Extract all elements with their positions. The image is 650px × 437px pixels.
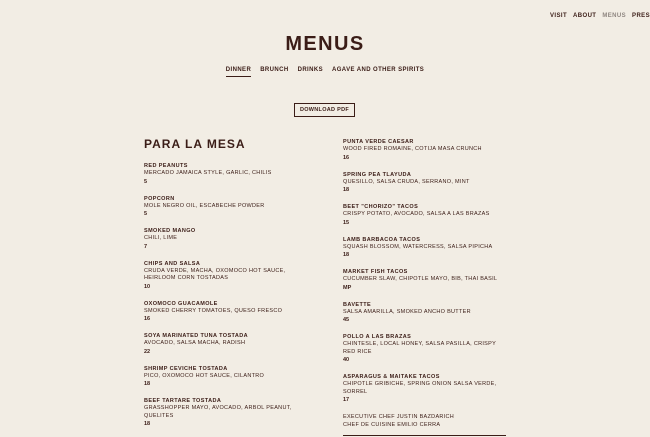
menu-item [343,268,508,292]
menu-item-name: ASPARAGUS & MAITAKE TACOS [343,374,440,380]
menu-item-price: 18 [144,421,151,427]
nav-link-visit[interactable]: VISIT [550,13,568,19]
menu-column-left [144,137,304,437]
menu-item-name: BAVETTE [343,301,372,308]
menu-item-description: CHILI, LIME [144,235,178,241]
menu-item-price: MP [343,284,352,291]
menu-item [144,397,304,428]
menu-item-price: 45 [343,317,350,323]
menu-item-price: 18 [343,187,350,193]
menu-item-description: SQUASH BLOSSOM, WATERCRESS, SALSA PIPICHA [343,243,493,250]
menu-item-price: 40 [343,357,350,363]
menu-item [343,333,508,364]
section-title: PARA LA MESA [144,137,246,151]
menu-item-price: 7 [144,243,148,250]
tab-dinner[interactable]: DINNER [226,67,251,77]
chef-credits [343,413,508,429]
menu-item [343,301,508,325]
menu-item-name: OXOMOCO GUACAMOLE [144,300,218,307]
menu-item [144,365,304,389]
menu-item-list-right [343,138,508,404]
menu-item-description: QUESILLO, SALSA CRUDA, SERRANO, MINT [343,178,470,185]
menu-item-name: POLLO A LAS BRAZAS [343,334,412,340]
page-title: MENUS [285,33,365,55]
menu-item-description: CRISPY POTATO, AVOCADO, SALSA A LAS BRAZAS [343,211,490,217]
menu-item-name: POPCORN [144,195,175,202]
menu-item-price: 17 [343,397,350,403]
menu-column-right [343,138,508,436]
menu-item-name: RED PEANUTS [144,163,188,169]
nav-link-press[interactable]: PRES [632,13,650,19]
menu-item-price: 5 [144,211,148,217]
menu-item-price: 10 [144,283,151,290]
menu-item [144,332,304,356]
divider [343,435,506,436]
menu-item-name: BEET "CHORIZO" TACOS [343,204,419,210]
download-pdf-button[interactable]: DOWNLOAD PDF [294,103,355,117]
tab-agave-spirits[interactable]: AGAVE AND OTHER SPIRITS [332,67,425,73]
menu-item-name: BEEF TARTARE TOSTADA [144,398,222,404]
menu-item-name: LAMB BARBACOA TACOS [343,236,421,243]
menu-item [343,171,508,195]
menu-item-name: PUNTA VERDE CAESAR [343,139,414,145]
menu-item [343,203,508,227]
menu-item [343,138,508,162]
menu-item-price: 18 [343,252,350,258]
menu-item [144,300,304,324]
executive-chef: EXECUTIVE CHEF JUSTIN BAZDARICH [343,414,455,420]
menu-tabs [0,67,650,77]
menu-item [144,162,304,186]
menu-item-name: CHIPS AND SALSA [144,260,201,267]
menu-item-price: 22 [144,348,151,355]
menu-item-description: CHIPOTLE GRIBICHE, SPRING ONION SALSA VERDE, SORREL [343,381,497,395]
menu-item-name: SPRING PEA TLAYUDA [343,171,412,178]
menu-item [144,195,304,219]
menu-item-description: SALSA AMARILLA, SMOKED ANCHO BUTTER [343,308,471,315]
menu-item-description: AVOCADO, SALSA MACHA, RADISH [144,340,246,346]
menu-item-name: SOYA MARINATED TUNA TOSTADA [144,333,248,339]
menu-item-description: MOLE NEGRO OIL, ESCABECHE POWDER [144,202,265,209]
menu-item-list-left [144,162,304,428]
menu-item-description: MERCADO JAMAICA STYLE, GARLIC, CHILIS [144,170,272,176]
menu-item-description: SMOKED CHERRY TOMATOES, QUESO FRESCO [144,307,283,314]
chef-de-cuisine: CHEF DE CUISINE EMILIO CERRA [343,422,441,428]
menu-item-description: CRUDA VERDE, MACHA, OXOMOCO HOT SAUCE, HEIRLOOM CORN TOSTADAS [144,267,286,281]
menu-item-price: 16 [144,316,151,322]
menu-item-name: SHRIMP CEVICHE TOSTADA [144,365,228,372]
menu-item-description: CHINTESLE, LOCAL HONEY, SALSA PASILLA, CRISPY RED RICE [343,341,496,355]
menu-item-price: 18 [144,381,151,387]
menu-item-description: CUCUMBER SLAW, CHIPOTLE MAYO, BIB, THAI BASIL [343,276,498,282]
menu-item [343,236,508,260]
menu-item-price: 5 [144,178,148,185]
menu-item [343,373,508,404]
tab-drinks[interactable]: DRINKS [297,67,323,73]
top-navigation [550,13,650,19]
tab-brunch[interactable]: BRUNCH [260,67,289,73]
menu-item-description: PICO, OXOMOCO HOT SAUCE, CILANTRO [144,372,265,379]
nav-link-menus[interactable]: MENUS [602,13,627,19]
menu-item-price: 16 [343,154,350,161]
nav-link-about[interactable]: ABOUT [573,13,597,19]
menu-item-price: 15 [343,219,350,226]
menu-item-description: GRASSHOPPER MAYO, AVOCADO, ARBOL PEANUT, QUELITES [144,405,292,419]
menu-item-name: MARKET FISH TACOS [343,269,408,275]
menu-item [144,227,304,251]
menu-item-description: WOOD FIRED ROMAINE, COTIJA MASA CRUNCH [343,146,482,152]
menu-item-name: SMOKED MANGO [144,228,196,234]
menu-item [144,260,304,291]
